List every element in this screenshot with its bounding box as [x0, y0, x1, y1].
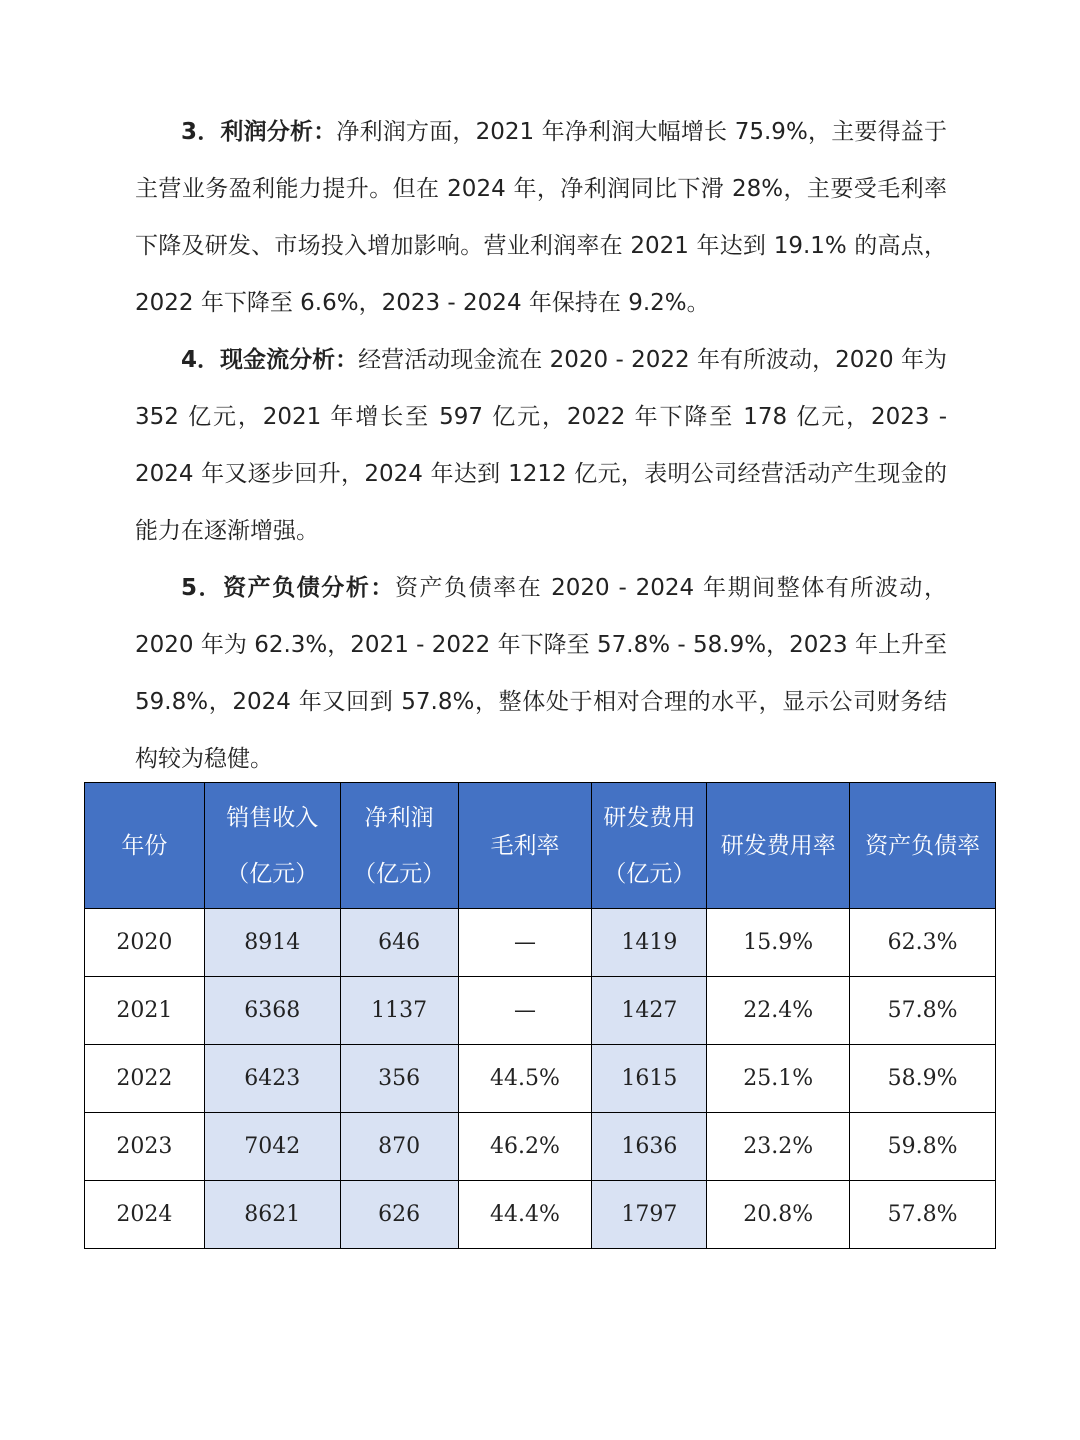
column-header-revenue: 销售收入 （亿元） — [204, 783, 340, 909]
paragraph-body: 经营活动现金流在 2020 - 2022 年有所波动，2020 年为 352 亿元，2021 年增长至 597 亿元，2022 年下降至 178 亿元，2023 - 2024 年又逐步回升，2024 年达到 1212 亿元，表明公司经营活动产生现金的能力在逐渐增强。 — [135, 347, 947, 544]
cell-debt-ratio: 58.9% — [850, 1045, 996, 1113]
cell-net-profit: 1137 — [340, 977, 458, 1045]
cell-debt-ratio: 62.3% — [850, 909, 996, 977]
cell-rd-expense: 1636 — [592, 1113, 707, 1181]
table-row — [85, 909, 996, 977]
cell-year: 2022 — [85, 1045, 205, 1113]
column-header-year: 年份 — [85, 783, 205, 909]
cell-revenue: 8914 — [204, 909, 340, 977]
cell-debt-ratio: 59.8% — [850, 1113, 996, 1181]
table-row — [85, 977, 996, 1045]
paragraph-heading: 5．资产负债分析： — [181, 575, 395, 601]
table-row — [85, 1045, 996, 1113]
cell-rd-ratio: 22.4% — [707, 977, 850, 1045]
cell-rd-expense: 1427 — [592, 977, 707, 1045]
cell-rd-ratio: 15.9% — [707, 909, 850, 977]
cell-year: 2024 — [85, 1181, 205, 1249]
paragraph-heading: 4．现金流分析： — [181, 347, 359, 373]
cell-rd-expense: 1615 — [592, 1045, 707, 1113]
financial-table — [84, 782, 996, 1249]
column-header-rd-expense: 研发费用 （亿元） — [592, 783, 707, 909]
cell-revenue: 7042 — [204, 1113, 340, 1181]
cell-gross-margin: — — [458, 909, 592, 977]
paragraph-body: 净利润方面，2021 年净利润大幅增长 75.9%，主要得益于主营业务盈利能力提升。但在 2024 年，净利润同比下滑 28%，主要受毛利率下降及研发、市场投入增加影响。营业利润率在 2021 年达到 19.1% 的高点，2022 年下降至 6.6%，2023 - 2024 年保持在 9.2%。 — [135, 119, 947, 316]
cell-rd-ratio: 23.2% — [707, 1113, 850, 1181]
table-row — [85, 1181, 996, 1249]
cell-net-profit: 626 — [340, 1181, 458, 1249]
cell-net-profit: 870 — [340, 1113, 458, 1181]
column-header-rd-ratio: 研发费用率 — [707, 783, 850, 909]
cell-rd-expense: 1419 — [592, 909, 707, 977]
paragraph-debt-analysis — [135, 560, 947, 788]
cell-rd-expense: 1797 — [592, 1181, 707, 1249]
cell-year: 2020 — [85, 909, 205, 977]
column-header-gross-margin: 毛利率 — [458, 783, 592, 909]
cell-debt-ratio: 57.8% — [850, 1181, 996, 1249]
cell-debt-ratio: 57.8% — [850, 977, 996, 1045]
table-header-row — [85, 783, 996, 909]
cell-net-profit: 356 — [340, 1045, 458, 1113]
column-header-net-profit: 净利润 （亿元） — [340, 783, 458, 909]
paragraph-profit-analysis — [135, 104, 947, 332]
cell-net-profit: 646 — [340, 909, 458, 977]
cell-revenue: 6423 — [204, 1045, 340, 1113]
paragraph-cashflow-analysis — [135, 332, 947, 560]
cell-revenue: 6368 — [204, 977, 340, 1045]
paragraph-heading: 3．利润分析： — [181, 119, 337, 145]
cell-year: 2021 — [85, 977, 205, 1045]
cell-gross-margin: — — [458, 977, 592, 1045]
table-row — [85, 1113, 996, 1181]
body-text — [135, 104, 947, 788]
cell-gross-margin: 44.4% — [458, 1181, 592, 1249]
column-header-debt-ratio: 资产负债率 — [850, 783, 996, 909]
cell-rd-ratio: 20.8% — [707, 1181, 850, 1249]
cell-rd-ratio: 25.1% — [707, 1045, 850, 1113]
cell-gross-margin: 46.2% — [458, 1113, 592, 1181]
cell-revenue: 8621 — [204, 1181, 340, 1249]
paragraph-body: 资产负债率在 2020 - 2024 年期间整体有所波动，2020 年为 62.3%，2021 - 2022 年下降至 57.8% - 58.9%，2023 年上升至 59.8%，2024 年又回到 57.8%，整体处于相对合理的水平，显示公司财务结构较为稳健。 — [135, 575, 947, 772]
cell-year: 2023 — [85, 1113, 205, 1181]
cell-gross-margin: 44.5% — [458, 1045, 592, 1113]
